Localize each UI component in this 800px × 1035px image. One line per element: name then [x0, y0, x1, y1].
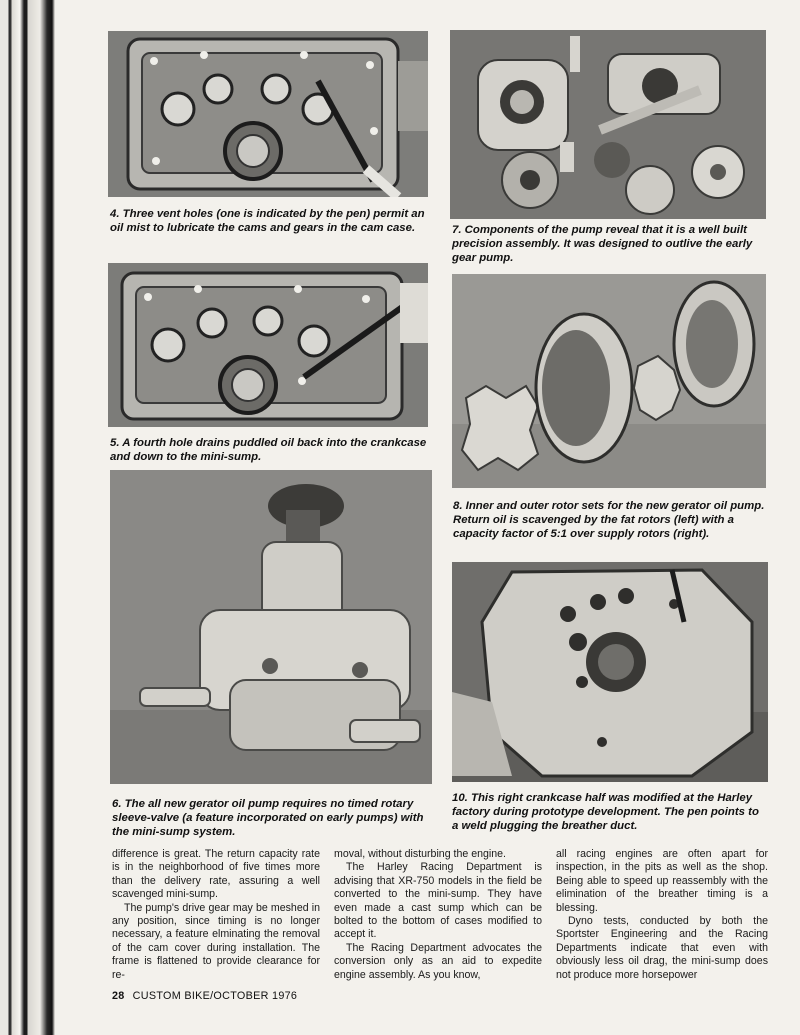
- photo-gerator-oil-pump: [110, 470, 432, 784]
- photo-cam-case-drain-hole: [108, 263, 428, 427]
- body-paragraph: The Harley Racing Department is advising that XR-750 models in the field be converted to the mini-sump. They have even made a cast sump which can be bolted to the bottom of cases modified to accept it.: [334, 861, 542, 941]
- publication-line: CUSTOM BIKE/OCTOBER 1976: [132, 990, 298, 1002]
- body-paragraph: Dyno tests, conducted by both the Sportster Engineering and the Racing Departments indicate that even with obviously less oil drag, the mini-sump does not produce more horsepower: [556, 915, 768, 981]
- page-binding-edge: [0, 0, 58, 1035]
- caption-photo-8: 8. Inner and outer rotor sets for the new gerator oil pump. Return oil is scavenged by the fat rotors (left) with a capacity factor of 5:1 over supply rotors (right).: [453, 500, 765, 540]
- photo-rotor-sets: [452, 274, 766, 488]
- page-number: 28: [112, 990, 125, 1002]
- body-paragraph: The pump's drive gear may be meshed in any position, since timing is no longer necessary, a feature elminating the removal of the cam cover during installation. The frame is flattened to provide clearance for re-: [112, 901, 320, 981]
- page-footer: [112, 990, 297, 1002]
- photo-cam-case-vent-holes: [108, 31, 428, 197]
- photo-right-crankcase-half: [452, 562, 768, 782]
- caption-photo-5: 5. A fourth hole drains puddled oil back into the crankcase and down to the mini-sump.: [110, 437, 427, 463]
- caption-photo-7: 7. Components of the pump reveal that it is a well built precision assembly. It was designed to outlive the early gear pump.: [452, 224, 753, 264]
- body-paragraph: difference is great. The return capacity rate is in the neighborhood of five times more than the delivery rate, assuring a well scavenged mini-sump.: [112, 848, 320, 901]
- body-paragraph: The Racing Department advocates the conversion only as an aid to expedite engine assembly. As you know,: [334, 941, 542, 981]
- body-column-3: [556, 848, 768, 982]
- caption-photo-4: 4. Three vent holes (one is indicated by the pen) permit an oil mist to lubricate the cams and gears in the cam case.: [110, 208, 425, 234]
- caption-photo-6: 6. The all new gerator oil pump requires no timed rotary sleeve-valve (a feature incorporated on early pumps) with the mini-sump system.: [112, 798, 424, 838]
- body-column-2: [334, 848, 542, 982]
- body-paragraph: moval, without disturbing the engine.: [334, 848, 506, 860]
- caption-photo-10: 10. This right crankcase half was modified at the Harley factory during prototype development. The pen points to a weld plugging the breather duct.: [452, 792, 759, 832]
- body-paragraph: all racing engines are often apart for inspection, in the pits as well as the shop. Being able to speed up reassembly with the elimination of the breather timing is a blessing.: [556, 848, 768, 914]
- photo-pump-components: [450, 30, 766, 219]
- body-column-1: [112, 848, 320, 982]
